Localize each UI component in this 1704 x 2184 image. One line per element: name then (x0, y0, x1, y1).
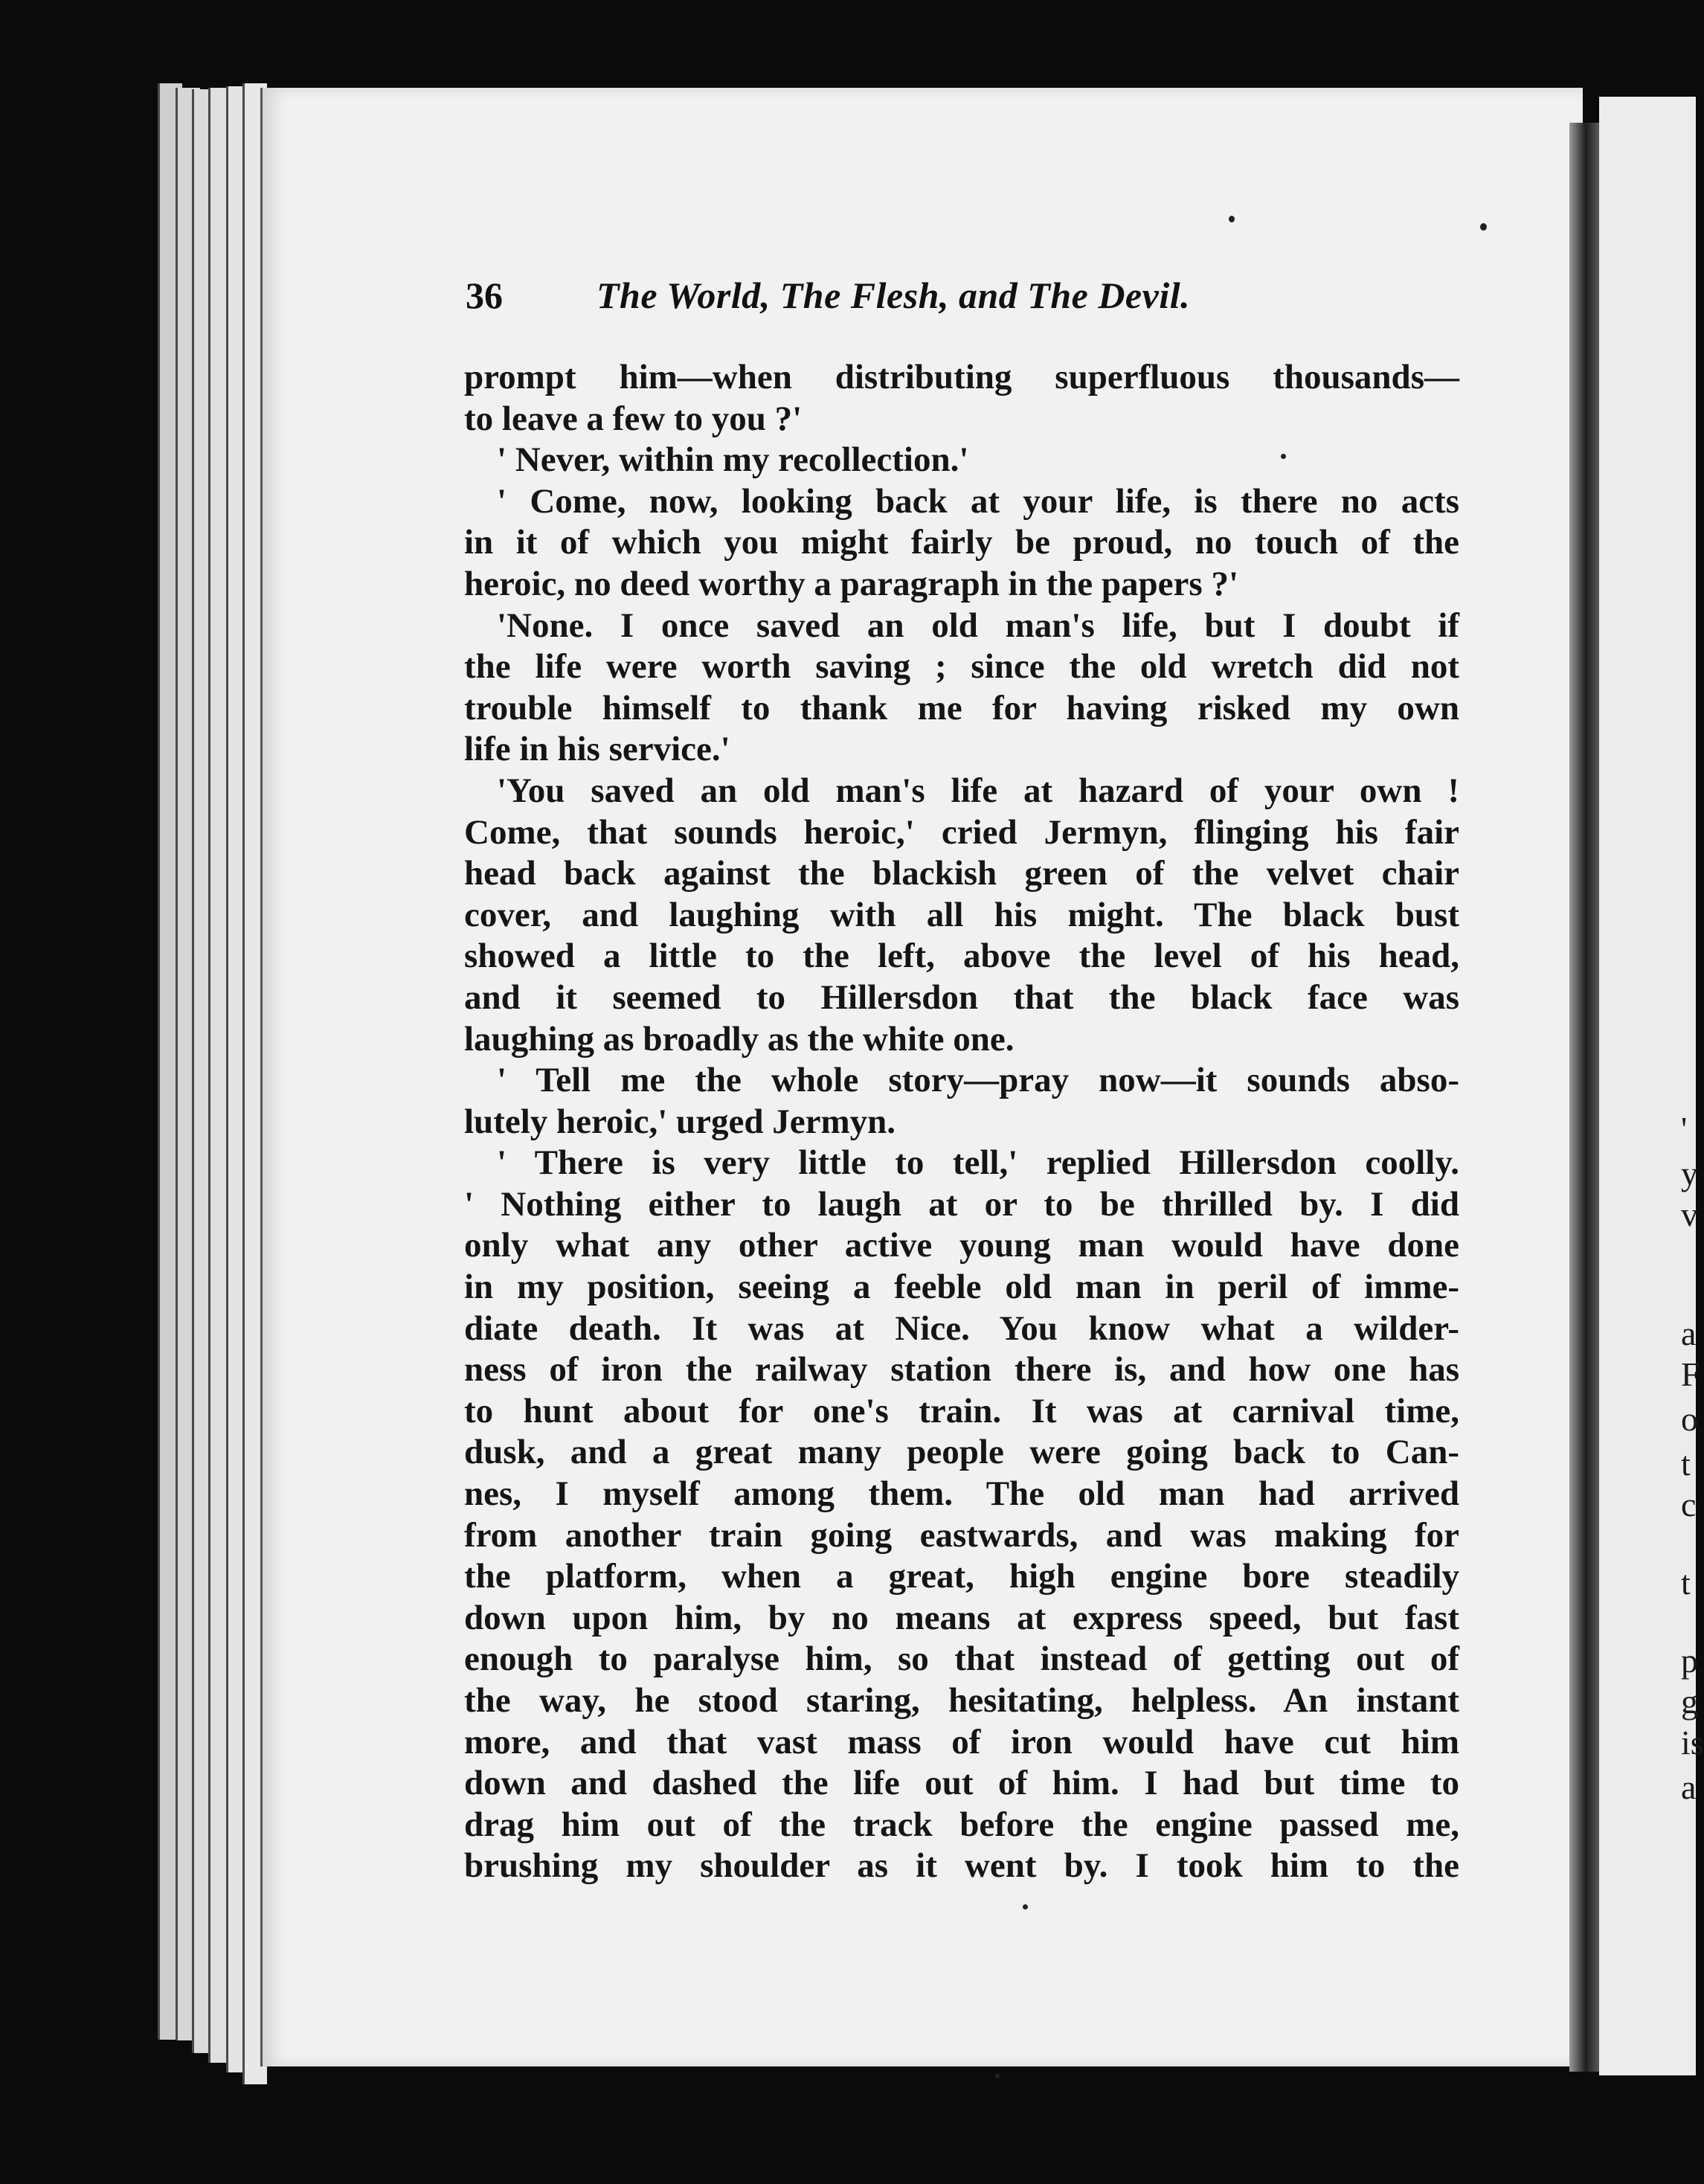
facing-page-fragment: a (1681, 1768, 1697, 1806)
text-line: ' Never, within my recollection.' (497, 440, 969, 480)
facing-page-fragment: a (1681, 1314, 1697, 1352)
facing-page-fragment: t (1681, 1445, 1691, 1483)
text-line: diate death. It was at Nice. You know what a wilder- (464, 1308, 1459, 1348)
text-line: down and dashed the life out of him. I had but time to (464, 1764, 1459, 1803)
text-line: brushing my shoulder as it went by. I took him to the (464, 1846, 1459, 1886)
scan-speck (1229, 216, 1235, 222)
text-line: more, and that vast mass of iron would have cut him (464, 1722, 1459, 1761)
text-line: from another train going eastwards, and was making for (464, 1515, 1459, 1555)
facing-page-fragment: y (1681, 1154, 1698, 1192)
text-line: 'None. I once saved an old man's life, but I doubt if (497, 606, 1459, 645)
facing-page-fragment: o (1681, 1400, 1698, 1438)
text-line: head back against the blackish green of the velvet chair (464, 854, 1459, 893)
facing-page-fragment: F (1681, 1355, 1700, 1393)
text-line: the platform, when a great, high engine bore steadily (464, 1557, 1459, 1596)
text-line: to leave a few to you ?' (464, 399, 803, 438)
text-line: showed a little to the left, above the level of his head, (464, 937, 1459, 976)
facing-page-fragment: p (1681, 1642, 1698, 1680)
scan-speck (1480, 223, 1487, 231)
scan-speck (995, 2074, 1000, 2078)
text-line: in it of which you might fairly be proud, no touch of the (464, 523, 1459, 562)
text-line: trouble himself to thank me for having risked my own (464, 688, 1459, 728)
text-line: laughing as broadly as the white one. (464, 1019, 1015, 1059)
text-line: dusk, and a great many people were going back to Can- (464, 1433, 1459, 1472)
text-line: cover, and laughing with all his might. The black bust (464, 895, 1459, 934)
running-head (466, 274, 1321, 326)
facing-page-fragment: c (1681, 1486, 1697, 1523)
facing-page-fragment: t (1681, 1564, 1691, 1602)
scan-speck (1281, 454, 1286, 459)
text-line: nes, I myself among them. The old man had arrived (464, 1474, 1459, 1514)
text-line: ' Come, now, looking back at your life, is there no acts (497, 481, 1459, 521)
text-line: the way, he stood staring, hesitating, helpless. An instant (464, 1681, 1459, 1720)
text-line: lutely heroic,' urged Jermyn. (464, 1102, 896, 1141)
facing-page-fragment: g (1681, 1683, 1698, 1721)
text-line: heroic, no deed worthy a paragraph in the papers ?' (464, 564, 1238, 603)
text-line: in my position, seeing a feeble old man in peril of imme- (464, 1268, 1459, 1307)
text-line: ness of iron the railway station there is, and how one has (464, 1350, 1459, 1390)
text-line: ' Nothing either to laugh at or to be thrilled by. I did (464, 1184, 1459, 1224)
facing-page-fragment: ' (1681, 1110, 1688, 1148)
text-line: prompt him—when distributing superfluous thousands— (464, 358, 1459, 396)
text-line: 'You saved an old man's life at hazard of your own ! (497, 771, 1459, 810)
facing-page-fragment: v (1681, 1195, 1698, 1233)
text-line: and it seemed to Hillersdon that the black face was (464, 977, 1459, 1017)
text-line: down upon him, by no means at express speed, but fast (464, 1598, 1459, 1637)
text-line: life in his service.' (464, 730, 730, 769)
text-line: only what any other active young man would have done (464, 1226, 1459, 1265)
facing-page-fragment: is (1681, 1724, 1704, 1761)
running-title: The World, The Flesh, and The Devil. (597, 274, 1191, 316)
text-line: to hunt about for one's train. It was at carnival time, (464, 1391, 1459, 1430)
text-line: ' There is very little to tell,' replied Hillersdon coolly. (497, 1143, 1459, 1183)
body-text (464, 357, 1459, 1887)
book-gutter (1569, 123, 1599, 2072)
text-line: enough to paralyse him, so that instead of getting out of (464, 1639, 1459, 1679)
text-line: Come, that sounds heroic,' cried Jermyn, flinging his fair (464, 812, 1459, 852)
scan-speck (1023, 1904, 1028, 1910)
text-line: ' Tell me the whole story—pray now—it sounds abso- (497, 1061, 1459, 1100)
text-line: drag him out of the track before the engine passed me, (464, 1805, 1459, 1844)
page-number: 36 (466, 274, 503, 316)
text-line: the life were worth saving ; since the old wretch did not (464, 647, 1459, 687)
